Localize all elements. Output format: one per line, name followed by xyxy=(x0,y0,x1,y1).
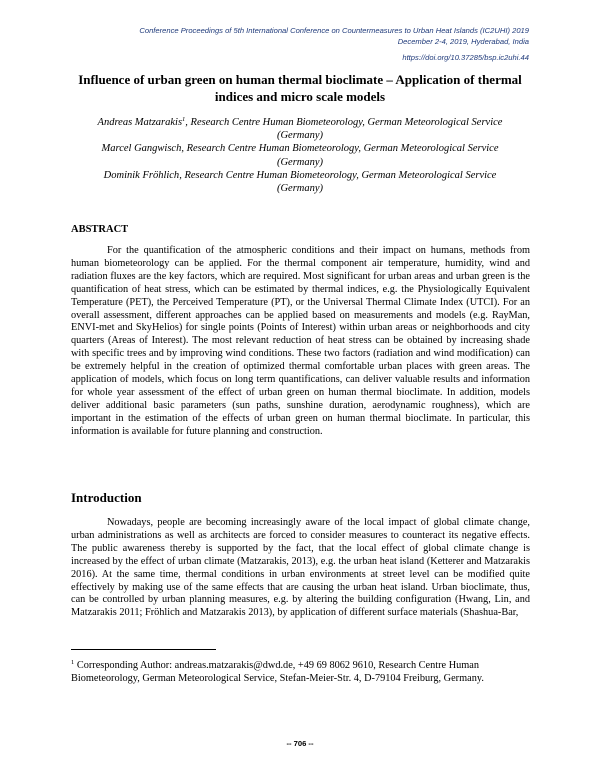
author-country: (Germany) xyxy=(276,183,324,195)
author-affiliation: , Research Centre Human Biometeorology, German Meteorological Service xyxy=(181,143,499,155)
abstract-paragraph: For the quantification of the atmospheric conditions and their impact on humans, methods from human biometeorology can be applied. For the thermal component air temperature, humidity, wind and radiation fluxes are the key factors, which are required. Most significant for urban areas and urban green is the quantification of heat stress, which can be estimated by thermal indices, e.g. the Physiologically Equivalent Temperature (PET), the Perceived Temperature (PT), or the Universal Thermal Climate Index (UTCI). For an overall assessment, different approaches can be applied based on measurements and models (e.g. RayMan, ENVI-met and SkyHelios) for single points (Points of Interest) within urban areas or neighborhoods and city quarters (Areas of Interest). The most relevant reduction of heat stress can be obtained by increasing shade with specific trees and by improving wind conditions. These two factors (radiation and wind modification) can be extremely helpful in the creation of optimized thermal comfortable urban places with green areas. The application of models, which focus on long term quantifications, can deliver valuable results and information for whole year assessment of the effect of urban green on human thermal bioclimate. In addition, models deliver additional basic parameters (sun paths, sunshine duration, aerodynamic roughness), which are important in the estimation of the effects of urban green on human thermal bioclimate. In particular, this information is available for future planning and construction. xyxy=(71,245,530,437)
abstract-heading: ABSTRACT xyxy=(71,224,129,235)
footnote-text: Corresponding Author: andreas.matzarakis@dwd.de, +49 69 8062 9610, Research Centre Human Biometeorology, German Meteorological Service, Stefan-Meier-Str. 4, D-79104 Freiburg, Germany. xyxy=(71,660,484,684)
author-list xyxy=(70,113,530,195)
author-name: Andreas Matzarakis xyxy=(97,117,183,128)
author-affiliation: , Research Centre Human Biometeorology, German Meteorological Service xyxy=(179,169,497,181)
page-number: -- 706 -- xyxy=(286,739,314,748)
author-entry xyxy=(70,169,530,195)
paper-title: Influence of urban green on human thermal bioclimate – Application of thermal indices and micro scale models xyxy=(78,72,522,104)
introduction-paragraph: Nowadays, people are becoming increasingly aware of the local impact of global climate change, urban administrations as well as architects are forced to consider measures to counteract its negative effects. The public awareness thereby is supported by the fact, that the local effect of global climate change is increased by the effect of urban climate (Matzarakis, 2013), e.g. the urban heat island (Ketterer and Matzarakis 2016). At the same time, thermal conditions in urban environments at street level can be modified quite effectively by making use of the same effects that are causing the urban heat island. Urban bioclimate, thus, can be controlled by urban planning measures, e.g. by altering the building configuration (Hwang, Lin, and Matzarakis 2011; Fröhlich and Matzarakis 2013), by application of different surface materials (Shashua-Bar, xyxy=(71,517,530,619)
author-name: Marcel Gangwisch xyxy=(101,143,182,155)
author-affiliation: , Research Centre Human Biometeorology, German Meteorological Service xyxy=(185,117,503,128)
conference-header: Conference Proceedings of 5th International Conference on Countermeasures to Urban Heat Islands (IC2UHI) 2019 xyxy=(139,26,529,35)
author-name: Dominik Fröhlich xyxy=(103,169,180,181)
footnote-marker: 1 xyxy=(71,659,75,666)
author-country: (Germany) xyxy=(276,156,324,168)
introduction-heading: Introduction xyxy=(71,490,142,505)
author-entry xyxy=(70,142,530,168)
footnote-marker: 1 xyxy=(182,116,186,123)
author-country: (Germany) xyxy=(276,130,324,142)
footnote xyxy=(71,656,530,685)
doi-link[interactable]: https://doi.org/10.37285/bsp.ic2uhi.44 xyxy=(402,53,529,62)
conference-dates: December 2-4, 2019, Hyderabad, India xyxy=(397,37,529,46)
author-entry xyxy=(70,113,530,142)
footnote-divider xyxy=(71,649,216,650)
